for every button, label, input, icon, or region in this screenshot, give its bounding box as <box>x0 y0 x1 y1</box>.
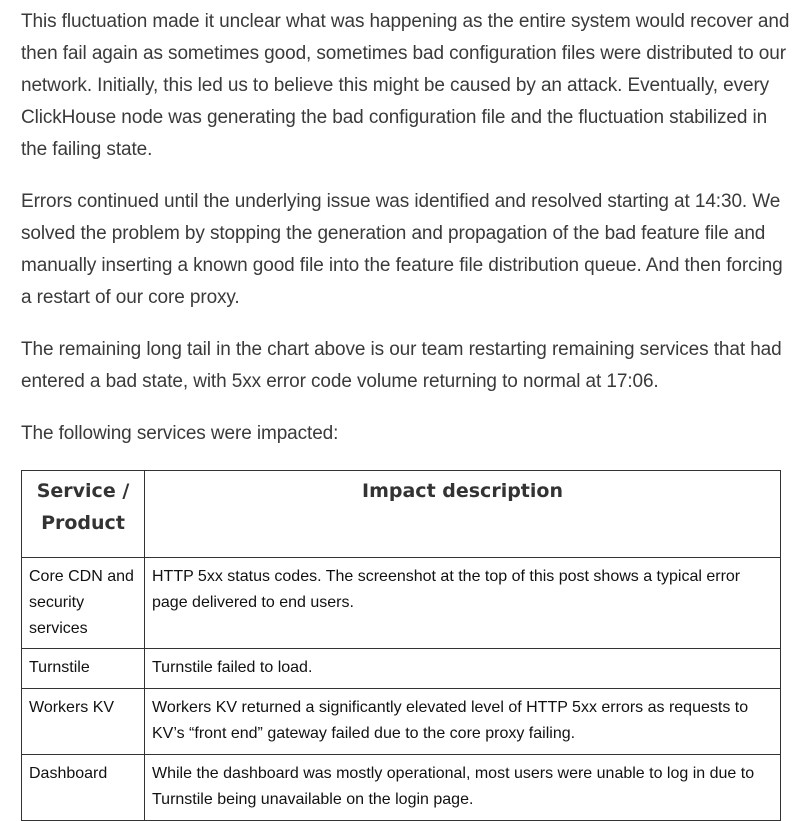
table-row <box>22 755 781 821</box>
service-cell: Workers KV <box>22 689 145 755</box>
paragraph-resolution: Errors continued until the underlying issue was identified and resolved starting at 14:30. We solved the problem by stopping the generation and propagation of the bad feature file and manually inserting a known good file into the feature file distribution queue. And then forcing a restart of our core proxy. <box>21 191 783 308</box>
paragraph-impacted-intro: The following services were impacted: <box>21 423 339 444</box>
table-row <box>22 558 781 649</box>
paragraph-fluctuation: This fluctuation made it unclear what was happening as the entire system would recover and then fail again as sometimes good, sometimes bad configuration files were distributed to our network. Initially, this led us to believe this might be caused by an attack. Eventually, every ClickHouse node was generating the bad configuration file and the fluctuation stabilized in the failing state. <box>21 11 790 160</box>
impact-cell: Workers KV returned a significantly elevated level of HTTP 5xx errors as requests to KV’s “front end” gateway failed due to the core proxy failing. <box>145 689 781 755</box>
table-row <box>22 649 781 689</box>
service-cell: Turnstile <box>22 649 145 689</box>
header-impact-description: Impact description <box>145 471 781 558</box>
impact-cell: Turnstile failed to load. <box>145 649 781 689</box>
service-cell: Dashboard <box>22 755 145 821</box>
table-row <box>22 689 781 755</box>
header-service-product: Service / Product <box>22 471 145 558</box>
impact-table <box>21 470 781 821</box>
paragraph-long-tail: The remaining long tail in the chart above is our team restarting remaining services that had entered a bad state, with 5xx error code volume returning to normal at 17:06. <box>21 339 782 392</box>
service-cell: Core CDN and security services <box>22 558 145 649</box>
table-header-row <box>22 471 781 558</box>
impact-cell: While the dashboard was mostly operational, most users were unable to log in due to Turnstile being unavailable on the login page. <box>145 755 781 821</box>
impact-cell: HTTP 5xx status codes. The screenshot at the top of this post shows a typical error page delivered to end users. <box>145 558 781 649</box>
